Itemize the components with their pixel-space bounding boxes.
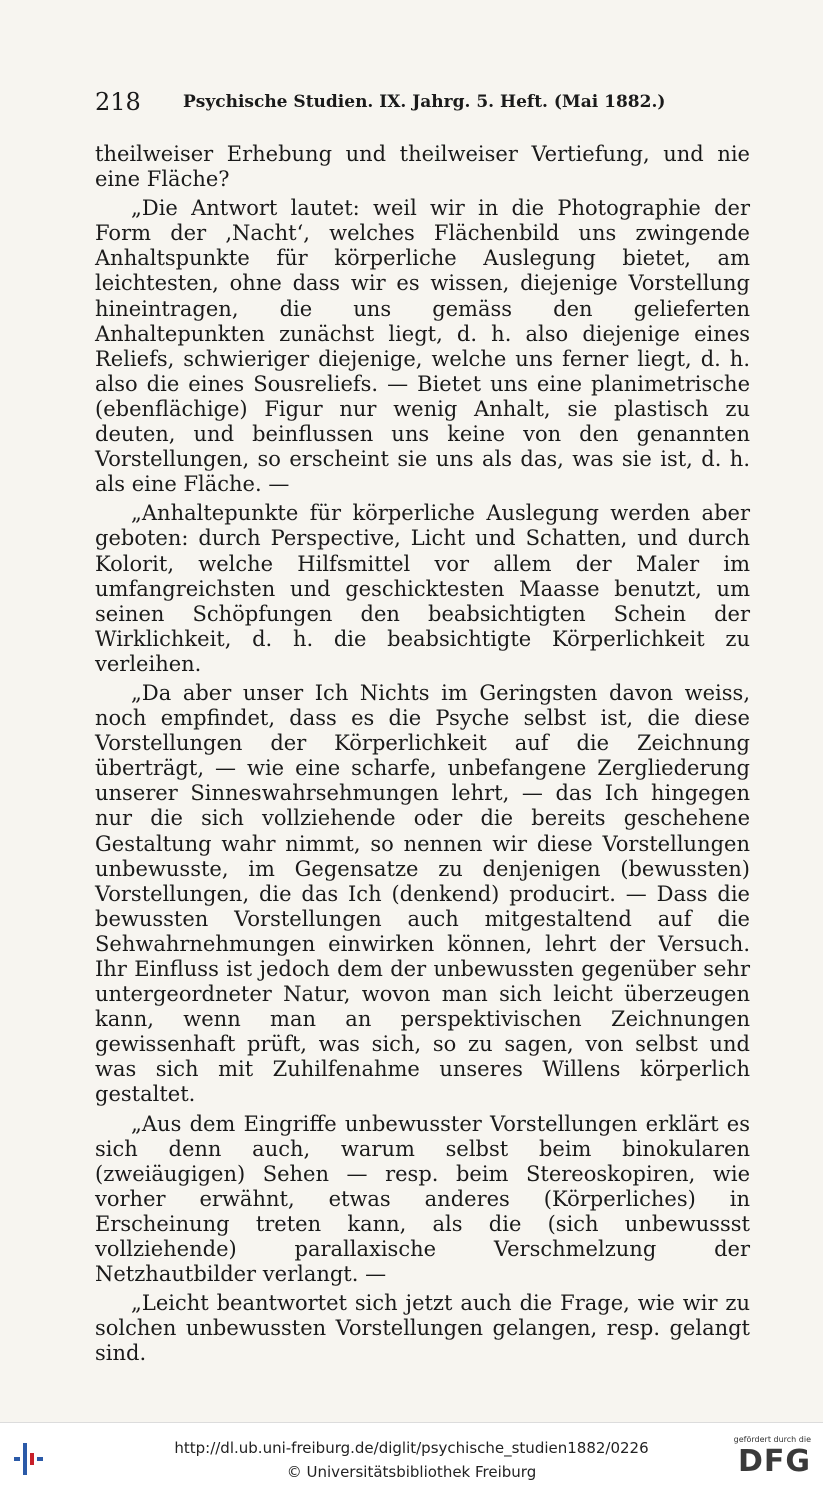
dfg-caption: gefördert durch die xyxy=(733,1435,811,1444)
dfg-logo: DFG xyxy=(737,1444,811,1479)
running-head xyxy=(95,88,750,118)
paragraph: theilweiser Erhebung und theilweiser Vertiefung, und nie eine Fläche? xyxy=(95,142,750,192)
paragraph: „Da aber unser Ich Nichts im Geringsten davon weiss, noch empfindet, dass es die Psyche selbst ist, die diese Vorstellungen der Körperlichkeit auf die Zeichnung überträgt, — wie eine scharfe, unbefangene Zergliederung unserer Sinneswahrsehmungen lehrt, — das Ich hingegen nur die sich vollziehende oder die bereits geschehene Gestaltung wahr nimmt, so nennen wir diese Vorstellungen unbewusste, im Gegensatze zu denjenigen (bewussten) Vorstellungen, die das Ich (denkend) producirt. — Dass die bewussten Vorstellungen auch mitgestaltend auf die Sehwahrnehmungen einwirken können, lehrt der Versuch. Ihr Einfluss ist jedoch dem der unbewussten gegenüber sehr untergeordneter Natur, wovon man sich leicht überzeugen kann, wenn man an perspektivischen Zeichnungen gewissenhaft prüft, was sich, so zu sagen, von selbst und was sich mit Zuhilfenahme unseres Willens körperlich gestaltet. xyxy=(95,680,750,1107)
page-number: 218 xyxy=(95,88,141,116)
permalink[interactable]: http://dl.ub.uni-freiburg.de/diglit/psychische_studien1882/0226 xyxy=(174,1439,649,1457)
viewer-footer xyxy=(0,1422,823,1488)
copyright-notice: © Universitätsbibliothek Freiburg xyxy=(286,1463,537,1481)
paragraph: „Aus dem Eingriffe unbewusster Vorstellungen erklärt es sich denn auch, warum selbst beim binokularen (zweiäugigen) Sehen — resp. beim Stereoskopiren, wie vorher erwähnt, etwas anderes (Körperliches) in Erscheinung treten kann, als die (sich unbewussst vollziehende) parallaxische Verschmelzung der Netzhautbilder verlangt. — xyxy=(95,1111,750,1287)
paragraph: „Die Antwort lautet: weil wir in die Photographie der Form der ‚Nacht‘, welches Flächenbild uns zwingende Anhaltspunkte für körperliche Auslegung bietet, am leichtesten, ohne dass wir es wissen, diejenige Vorstellung hineintragen, die uns gemäss den gelieferten Anhaltepunkten zunächst liegt, d. h. also diejenige eines Reliefs, schwieriger diejenige, welche uns ferner liegt, d. h. also die eines Sousreliefs. — Bietet uns eine planimetrische (ebenflächige) Figur nur wenig Anhalt, sie plastisch zu deuten, und beinflussen uns keine von den genannten Vorstellungen, so erscheint sie uns als das, was sie ist, d. h. als eine Fläche. — xyxy=(95,196,750,497)
paragraph: „Leicht beantwortet sich jetzt auch die Frage, wie wir zu solchen unbewussten Vorstellungen gelangen, resp. gelangt sind. xyxy=(95,1291,750,1366)
paragraph: „Anhaltepunkte für körperliche Auslegung werden aber geboten: durch Perspective, Licht und Schatten, und durch Kolorit, welche Hilfsmittel vor allem der Maler im umfangreichsten und geschicktesten Maasse benutzt, um seinen Schöpfungen den beabsichtigten Schein der Wirklichkeit, d. h. die beabsichtigte Körperlichkeit zu verleihen. xyxy=(95,501,750,676)
journal-header: Psychische Studien. IX. Jahrg. 5. Heft. (Mai 1882.) xyxy=(183,92,666,112)
body-text xyxy=(95,142,750,1371)
